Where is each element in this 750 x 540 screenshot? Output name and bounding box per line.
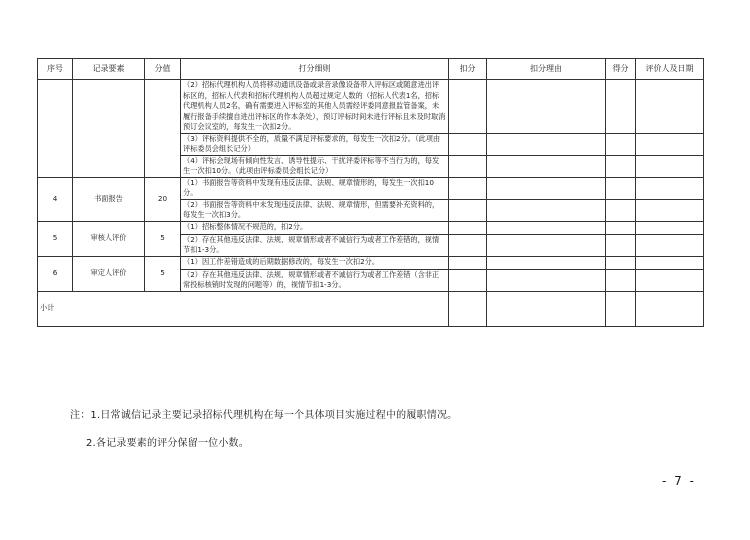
header-evaluator-date: 评价人及日期	[636, 59, 704, 80]
evaluator-cell	[636, 269, 704, 291]
evaluator-cell	[636, 80, 704, 134]
header-rules: 打分细则	[181, 59, 449, 80]
points-cell	[606, 291, 636, 326]
header-reason: 扣分理由	[487, 59, 606, 80]
evaluator-cell	[636, 221, 704, 234]
table-row	[38, 80, 704, 134]
rule-text: （2）存在其他违反法律、法规、规章情形或者不诚信行为或者工作差错（含非正常投标核销时发现的问题等）的，视情节扣1-3分。	[181, 269, 449, 291]
header-element: 记录要素	[73, 59, 145, 80]
cell-element: 审核人评价	[73, 221, 145, 256]
deduction-cell	[449, 199, 487, 221]
subtotal-label: 小计	[38, 291, 449, 326]
points-cell	[606, 133, 636, 155]
deduction-cell	[449, 177, 487, 199]
reason-cell	[487, 291, 606, 326]
cell-element: 书面报告	[73, 177, 145, 221]
rule-text: （4）评标会现场有倾向性发言、诱导性提示、干扰评委评标等不当行为的，每发生一次扣10分。（此项由评标委员会组长记分）	[181, 155, 449, 177]
scoring-table	[37, 58, 704, 327]
rule-text: （2）书面报告等资料中未发现违反法律、法规、规章情形，但需要补充资料的，每发生一次扣3分。	[181, 199, 449, 221]
rule-text: （2）招标代理机构人员将移动通讯设备或录音录像设备带入评标区或随意进出评标区的，招标人代表和招标代理机构人员超过规定人数的（招标人代表1名，招标代理机构人员2名，确有需要进入评标室的其他人员需经评委同意报监管备案，未履行报备手续擅自进出评标区的作本条处），预订评标时间未进行评标且未及时取消预订会议室的，每发生一次扣2分。	[181, 80, 449, 134]
reason-cell	[487, 234, 606, 256]
evaluator-cell	[636, 155, 704, 177]
header-deduction: 扣分	[449, 59, 487, 80]
deduction-cell	[449, 133, 487, 155]
deduction-cell	[449, 269, 487, 291]
cell-no: 4	[38, 177, 73, 221]
note-2: 2.各记录要素的评分保留一位小数。	[86, 438, 249, 449]
deduction-cell	[449, 155, 487, 177]
evaluator-cell	[636, 133, 704, 155]
cell-no: 5	[38, 221, 73, 256]
points-cell	[606, 80, 636, 134]
reason-cell	[487, 155, 606, 177]
table-header-row	[38, 59, 704, 80]
rule-text: （3）评标资料提供不全的，质量不满足评标要求的，每发生一次扣2分。（此项由评标委员会组长记分）	[181, 133, 449, 155]
header-points: 得分	[606, 59, 636, 80]
evaluator-cell	[636, 177, 704, 199]
deduction-cell	[449, 256, 487, 269]
points-cell	[606, 256, 636, 269]
reason-cell	[487, 177, 606, 199]
page-number: - 7 -	[662, 474, 696, 488]
reason-cell	[487, 221, 606, 234]
points-cell	[606, 221, 636, 234]
table-row	[38, 256, 704, 269]
header-no: 序号	[38, 59, 73, 80]
deduction-cell	[449, 291, 487, 326]
evaluator-cell	[636, 234, 704, 256]
cell-element: 审定人评价	[73, 256, 145, 291]
cell-no: 6	[38, 256, 73, 291]
cell-no-continued	[38, 80, 73, 178]
cell-score: 5	[145, 256, 181, 291]
cell-score: 5	[145, 221, 181, 256]
rule-text: （1）书面报告等资料中发现有违反法律、法规、规章情形的，每发生一次扣10分。	[181, 177, 449, 199]
points-cell	[606, 177, 636, 199]
evaluator-cell	[636, 256, 704, 269]
table-row	[38, 177, 704, 199]
rule-text: （1）招标整体情况不规范的，扣2分。	[181, 221, 449, 234]
note-1: 注：1.日常诚信记录主要记录招标代理机构在每一个具体项目实施过程中的履职情况。	[70, 410, 458, 421]
subtotal-row	[38, 291, 704, 326]
cell-score-continued	[145, 80, 181, 178]
reason-cell	[487, 256, 606, 269]
points-cell	[606, 199, 636, 221]
evaluator-cell	[636, 199, 704, 221]
points-cell	[606, 155, 636, 177]
reason-cell	[487, 133, 606, 155]
rule-text: （2）存在其他违反法律、法规、规章情形或者不诚信行为或者工作差错的，视情节扣1-3分。	[181, 234, 449, 256]
points-cell	[606, 234, 636, 256]
reason-cell	[487, 80, 606, 134]
cell-score: 20	[145, 177, 181, 221]
header-score: 分值	[145, 59, 181, 80]
rule-text: （1）因工作差错造成的后期数据修改的，每发生一次扣2分。	[181, 256, 449, 269]
reason-cell	[487, 269, 606, 291]
cell-element-continued	[73, 80, 145, 178]
points-cell	[606, 269, 636, 291]
deduction-cell	[449, 221, 487, 234]
deduction-cell	[449, 234, 487, 256]
reason-cell	[487, 199, 606, 221]
deduction-cell	[449, 80, 487, 134]
table-row	[38, 221, 704, 234]
evaluator-cell	[636, 291, 704, 326]
